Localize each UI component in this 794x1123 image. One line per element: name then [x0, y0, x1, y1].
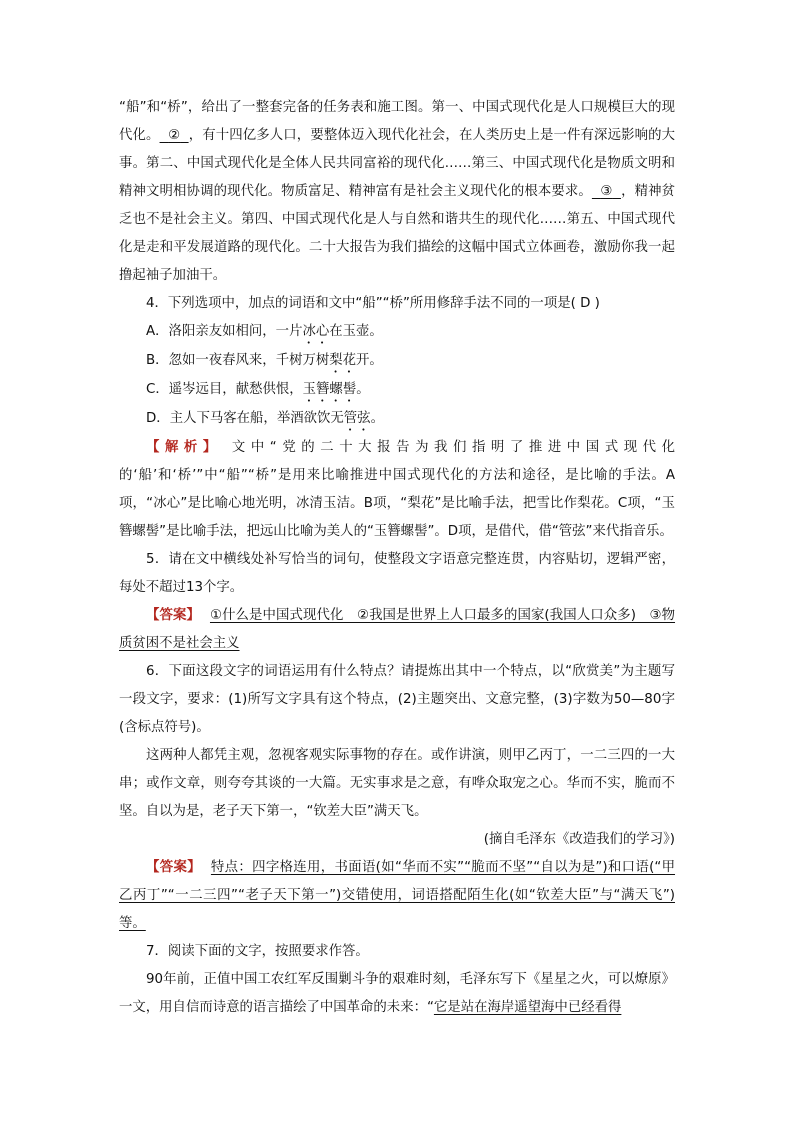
option-b: [119, 347, 675, 376]
analysis-tag: 【解析】: [146, 440, 222, 455]
question-6-source: (摘自毛泽东《改造我们的学习》): [483, 832, 675, 847]
blank-2-label: ②: [168, 128, 181, 143]
question-4-stem: [119, 290, 675, 318]
question-6-passage: 这两种人都凭主观，忽视客观实际事物的存在。或作讲演，则甲乙丙丁，一二三四的一大串；或作文章，则夸夸其谈的一大篇。无实事求是之意，有哗众取宠之心。华而不实，脆而不坚。自以为是，老子天下第一，“钦差大臣”满天飞。: [119, 748, 675, 819]
option-c-dotted-word: 玉簪螺髻: [302, 382, 357, 397]
q5-answer-tag: 【答案】: [146, 608, 200, 623]
option-d: [119, 405, 675, 434]
option-a-pre: A．洛阳亲友如相问，一片: [146, 324, 303, 339]
option-b-dotted-word: 梨花: [329, 353, 357, 368]
option-a: [119, 318, 675, 347]
q4-stem-text: 4．下列选项中，加点的词语和文中“船”“桥”所用修辞手法不同的一项是(: [146, 296, 576, 311]
option-c-pre: C．遥岑远目，献愁供恨，: [146, 382, 303, 397]
q6-answer-text: 特点：四字格连用，书面语(如“华而不实”“脆而不坚”“自以为是”)和口语(“甲乙丙丁”“一二三四”“老子天下第一”)交错使用，词语搭配陌生化(如“钦差大臣”与“满天飞”)等。: [119, 860, 676, 931]
question-6-answer: [119, 854, 675, 938]
option-c: [119, 376, 675, 405]
q5-answer-text: ①什么是中国式现代化 ②我国是世界上人口最多的国家(我国人口众多) ③物质贫困不是社会主义: [119, 608, 676, 651]
q4-stem-close: ): [594, 296, 600, 311]
analysis-text: 文中“党的二十大报告为我们指明了推进中国式现代化的‘船’和‘桥’”中“船”“桥”是用来比喻推进中国式现代化的方法和途径，是比喻的手法。A项，“冰心”是比喻心地光明，冰清玉洁。B项，“梨花”是比喻手法，把雪比作梨花。C项，“玉簪螺髻”是比喻手法，把远山比喻为美人的“玉簪螺髻”。D项，是借代，借“管弦”来代指音乐。: [119, 440, 676, 539]
intro-text-3: ，精神贫乏也不是社会主义。第四、中国式现代化是人与自然和谐共生的现代化……第五、中国式现代化是走和平发展道路的现代化。二十大报告为我们描绘的这幅中国式立体画卷，激励你我一起撸起袖子加油干。: [119, 184, 675, 283]
question-6-stem: 6．下面这段文字的词语运用有什么特点？请提炼出其中一个特点，以“欣赏美”为主题写一段文字，要求：(1)所写文字具有这个特点，(2)主题突出、文意完整，(3)字数为50—80字(含标点符号)。: [119, 664, 675, 735]
q7-passage-underlined: 它是站在海岸遥望海中已经看得: [433, 1000, 622, 1015]
question-7-stem: 7．阅读下面的文字，按照要求作答。: [146, 944, 369, 959]
q6-answer-tag: 【答案】: [146, 860, 201, 875]
option-c-post: 。: [356, 382, 370, 397]
document-page: [119, 94, 675, 1022]
q7-passage-text: 90年前，正值中国工农红军反围剿斗争的艰难时刻，毛泽东写下《星星之火，可以燎原》一文，用自信而诗意的语言描绘了中国革命的未来：“: [119, 972, 675, 1015]
blank-2: [160, 122, 189, 150]
q4-answer: D: [580, 296, 591, 311]
option-d-pre: D．主人下马客在船，举酒欲饮无: [146, 411, 344, 426]
intro-text-2: ，有十四亿多人口，要整体迈入现代化社会，在人类历史上是一件有深远影响的大事。第二、中国式现代化是全体人民共同富裕的现代化……第三、中国式现代化是物质文明和精神文明相协调的现代化。物质富足、精神富有是社会主义现代化的根本要求。: [119, 128, 676, 199]
blank-3: [592, 178, 621, 206]
option-b-pre: B．忽如一夜春风来，千树万树: [146, 353, 330, 368]
blank-3-label: ③: [600, 184, 613, 199]
question-4-analysis: [119, 434, 675, 546]
question-7-passage: [119, 966, 675, 1022]
intro-text-1: “船”和“桥”，给出了一整套完备的任务表和施工图。第一、中国式现代化是人口规模巨大的现代化。: [119, 100, 675, 143]
intro-paragraph: [119, 94, 675, 290]
option-d-dotted-word: 管弦: [343, 411, 371, 426]
option-b-post: 开。: [356, 353, 383, 368]
question-5-answer: [119, 602, 675, 658]
option-a-post: 在玉壶。: [329, 324, 383, 339]
option-a-dotted-word: 冰心: [302, 324, 330, 339]
option-d-post: 。: [370, 411, 384, 426]
question-5-stem: 5．请在文中横线处补写恰当的词句，使整段文字语意完整连贯，内容贴切，逻辑严密，每处不超过13个字。: [119, 552, 675, 595]
